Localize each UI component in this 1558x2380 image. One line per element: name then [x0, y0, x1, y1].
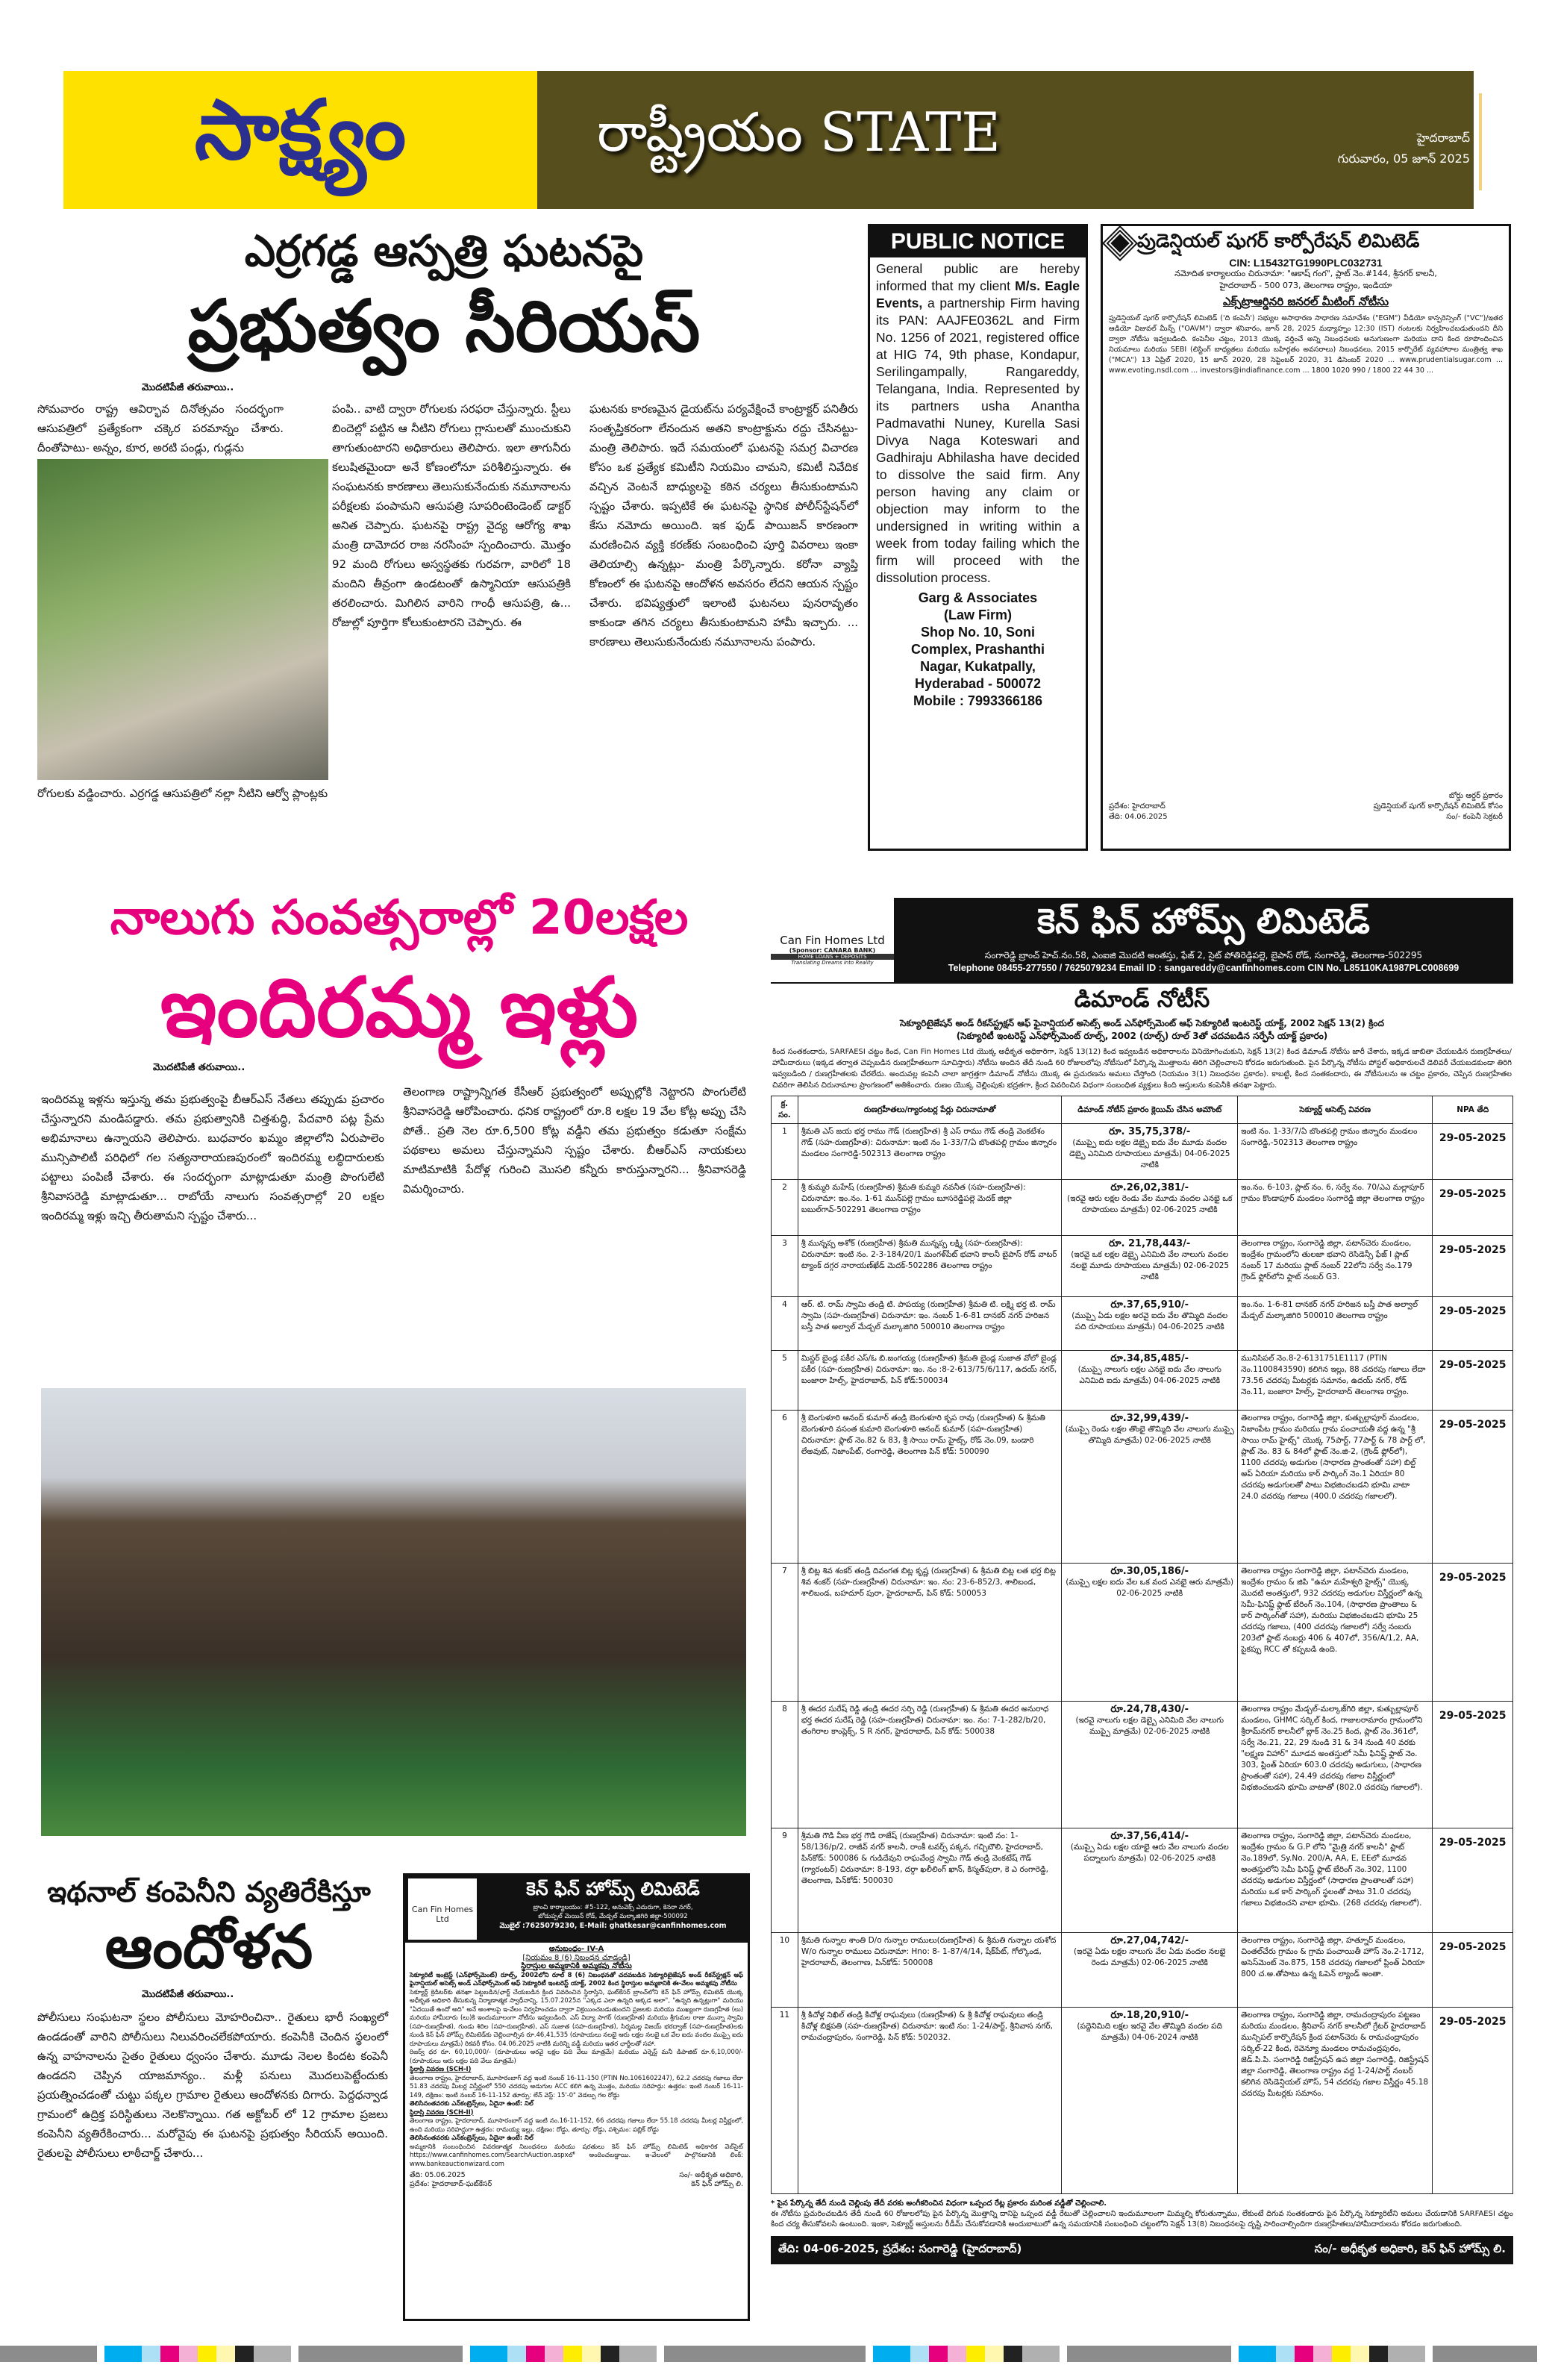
table-row — [772, 1828, 1513, 1933]
subtitle: సెక్యూరిటైజేషన్ అండ్ రీకన్‌స్ట్రక్షన్ ఆఫ్ ఫైనాన్షియల్ అసెట్స్ అండ్ ఎన్‌ఫోర్స్‌మెంట్ ఆఫ్ సెక్యూరిటీ ఇంటరెస్ట్ యాక్ట్, 2002 సెక్షన్ 13(2) క్రింద — [900, 1018, 1384, 1028]
page-number: 3 — [1496, 76, 1558, 202]
serial-no: 6 — [772, 1411, 798, 1564]
sponsor: (Sponsor: CANARA BANK) — [789, 947, 876, 954]
serial-no: 11 — [772, 2008, 798, 2194]
amount-words: (పద్దెనిమిది లక్షల ఇరవై వేల తొమ్మిది వందల పది మాత్రమే) 04-06-2024 నాటికి — [1077, 2022, 1223, 2042]
claim-amount — [1062, 1351, 1238, 1411]
amount: రూ.27,04,742/- — [1110, 1935, 1189, 1946]
sale-notice-title: స్థిరాస్తుల అమ్మకానికి అమ్మకపు నోటీసు — [521, 1962, 632, 1970]
npa-date: 29-05-2025 — [1433, 1180, 1513, 1236]
amount: రూ.30,05,186/- — [1110, 1566, 1189, 1577]
article1-continuation: మొదటిపేజీ తరువాయి.. — [142, 382, 234, 393]
egm-title: ఎక్స్‌ట్రాఆర్డినరి జనరల్ మీటింగ్ నోటీసు — [1222, 295, 1389, 308]
npa-date: 29-05-2025 — [1433, 1933, 1513, 2008]
address: బ్రాంచి కార్యాలయం: #5-122, అనువెక్స్ ఎదురుగా, కెనరా నగర్, — [533, 1904, 693, 1911]
npa-date: 29-05-2025 — [1433, 1702, 1513, 1828]
amount: రూ.34,85,485/- — [1110, 1353, 1189, 1364]
color-swatch — [948, 2346, 966, 2362]
color-swatch — [1433, 2346, 1537, 2362]
demand-notice-ad — [771, 898, 1513, 2323]
logo-text: Can Fin Homes Ltd — [780, 934, 885, 947]
col-header: సెక్యూర్డ్ ఆసెట్స్ వివరణ — [1238, 1096, 1433, 1124]
serial-no: 4 — [772, 1297, 798, 1351]
col-header: క్ర. సం. — [772, 1096, 798, 1124]
color-swatch — [1004, 2346, 1022, 2362]
schedule-text: తెలంగాణ రాష్ట్రం, హైదరాబాద్, మూసారంబాగ్ వద్ద ఇంటి నం.16-11-152, 66 చదరపు గజాలు లేదా 55.18 చదరపు మీటర్ల విస్తీర్ణంలో, ఉంది మరియు సరిహద్దుగా ఉత్తరం: రామయ్య ఇల్లు, దక్షిణం: రోడ్డు, తూర్పు: రోడ్డు, పశ్చిమం: పబ్లిక్ రోడ్డు — [410, 2117, 743, 2133]
amount: రూ.26,02,381/- — [1110, 1182, 1189, 1193]
annex-title: అనుబంధం- IV-A — [548, 1945, 604, 1953]
sign-line: Nagar, Kukatpally, — [920, 659, 1036, 674]
sign-line: Hyderabad - 500072 — [914, 676, 1042, 691]
color-swatch — [601, 2346, 619, 2362]
secured-asset: ఇం.నం. 6-103, ప్లాట్ నం. 6, సర్వే నం. 70/ఎఎ మల్లాపూర్ గ్రామం కొండాపూర్ మండలం సంగారెడ్డి జిల్లా తెలంగాణ రాష్ట్రం — [1238, 1180, 1433, 1236]
color-swatch — [198, 2346, 216, 2362]
article2-col1: ఇందిరమ్మ ఇళ్లను ఇస్తున్న తమ ప్రభుత్వంపై బీఆర్‌ఎస్ నేతలు తప్పుడు ప్రచారం చేస్తున్నారని మండిపడ్డారు. తమ ప్రభుత్వానికి చిత్తశుద్ధి, పేదవారి పట్ల ప్రేమ అభిమానాలు ఉన్నాయని తెలిపారు. బుధవారం ఖమ్మం జిల్లాలోని ఏరుపాలెం మున్సిపాలిటీ పరిధిలో గల సత్యనారాయణపురంలో ఇందిరమ్మ లబ్ధిదారులకు పట్టాలు పంపిణీ చేశారు. ఈ సందర్భంగా మాట్లాడుతూ మంత్రి పొంగులేటి శ్రీనివాసరెడ్డి మాట్లాడుతూ... రాబోయే నాలుగు సంవత్సరాల్లో 20 లక్షల ఇందిరమ్మ ఇళ్లు ఇచ్చి తీరుతామని స్పష్టం చేశారు... — [41, 1093, 384, 1222]
city: హైదరాబాద్ — [1416, 131, 1470, 145]
article3-continuation: మొదటిపేజీ తరువాయి.. — [142, 1989, 234, 2000]
schedule-title: స్థిరాస్తి వివరణ (SCH-I) — [410, 2065, 472, 2073]
color-swatch — [985, 2346, 1004, 2362]
amount-words: (ముప్పై ఏడు లక్షల అరవై ఐదు వేల తొమ్మిది వందల పది రూపాయలు మాత్రమే) 04-06-2025 నాటికి — [1071, 1311, 1228, 1331]
encumbrance: తెలిసినంతవరకు ఎన్‌కంబ్రెన్స్‌లు, ఏదైనా ఉంటే: నిల్ — [410, 2099, 534, 2107]
company-logo-icon — [1104, 228, 1136, 259]
signature: సం/- అధీకృత అధికారి, — [679, 2171, 743, 2179]
amount-words: (ముప్పై నాలుగు లక్షల ఎనభై ఐదు వేల నాలుగు ఎనిమిది ఐదు మాత్రమే) 04-06-2025 నాటికి — [1077, 1365, 1221, 1385]
demand-table — [771, 1096, 1513, 2194]
reserve-price: రిజర్వ్ ధర రూ. 60,10,000/- (రూపాయలు అరవై లక్షల పది వేలు మాత్రమే) మరియు ఎర్నెస్ట్ మనీ డిపాజిట్ రూ.6,10,000/- (రూపాయలు ఆరు లక్షల పది వేలు మాత్రమే) — [410, 2048, 743, 2064]
serial-no: 5 — [772, 1351, 798, 1411]
color-swatch — [1067, 2346, 1231, 2362]
borrower-names: శ్రీ కుమ్మరి మహేష్ (రుణగ్రహీత) శ్రీమతి కుమ్మరి నవనీత (సహ-రుణగ్రహీత): చిరునామా: ఇం.నం. 1-61 మున్‌పల్లె గ్రామం బూసరెడ్డిపల్లె మెదక్ జిల్లా బబుల్‌గావ్-502291 తెలంగాణ రాష్ట్రం — [798, 1180, 1062, 1236]
schedule-title: స్థిరాస్తి వివరణ (SCH-II) — [410, 2108, 474, 2116]
body: సెక్యూర్డ్ క్రెడిటర్‌కు తనఖా పెట్టబడిన/ఛార్జ్ చేయబడిన క్రింద వివరించిన స్థిరాస్తిని, ఘట్‌కేసర్ బ్రాంచ్‌లోని కెన్ ఫిన్ హోమ్స్ లిమిటెడ్ యొక్క అధీకృత అధికారి తీసుకున్న నిర్మాణాత్మక స్వాధీనాన్ని, 15.07.2025న "ఎక్కడ ఎలా ఉన్నది అక్కడ అలా", "ఉన్నది ఉన్నట్లుగా" మరియు "ఏదయితే ఉందో అది" అనే అంశాలపై ఇ-వేలం నిర్వహించడం ద్వారా విక్రయించబడుతుందని ప్రజలకు మరియు ముఖ్యంగా రుణగ్రహీత (లు) మరియు హామీదారు (లు)కి ఇందుమూలంగా నోటీసు ఇవ్వబడింది. ఎస్ విద్యా సాగర్ (రుణగ్రహీత) మరియు శ్రీగుమల రాజు మున్నా స్వామి (సహ-రుణగ్రహీత), గుండు శిరిల (సహ-రుణగ్రహీత), ఎస్ సుజాత (సహ-రుణగ్రహీత), సిర్శమల్ల విజయ్ భరద్వాజ్ (సహ-రుణగ్రహీత)లకు నుండి కెన్ ఫిన్ హోమ్స్ లిమిటెడ్‌కు చెల్లించాల్సిన రూ.46,41,535 (రూపాయలు నలభై ఆరు లక్షల నలభై ఒక వేల ఐదు వందల ముప్పై ఐదు రూపాయలు మాత్రమే) రికవరీ కోసం. 04.06.2025 నాటికి మరిన్ని వడ్డీ మరియు ఇతర ఛార్జీలతో సహా. — [410, 1987, 743, 2047]
signature: సం/- అధీకృత అధికారి, కెన్ ఫిన్ హోమ్స్ లి. — [1314, 2242, 1506, 2255]
npa-date: 29-05-2025 — [1433, 2008, 1513, 2194]
borrower-names: శ్రీమతి గున్నాల శాంతి D/o గున్నాల రాములు(రుణగ్రహీత) & శ్రీమతి గున్నాల యశోద W/o గున్నాల రాములు చిరునామా: Hno: 8- 1-87/4/14, షేక్‌పేట్, గోల్కొండ, హైదరాబాద్, తెలంగాణ, పిన్‌కోడ్: 500008 — [798, 1933, 1062, 2008]
egm-body: ప్రుడెన్షియల్ షుగర్ కార్పొరేషన్ లిమిటెడ్ ('ది కంపెనీ') సభ్యుల అసాధారణ సాధారణ సమావేశం ("EGM") వీడియో కాన్ఫరెన్సింగ్ ("VC")/ఇతర ఆడియో విజువల్ మీన్స్ ("OAVM") ద్వారా శనివారం, జూన్ 28, 2025 మధ్యాహ్నం 12:30 (IST) గంటలకు నిర్వహించబడుతుందని దీని ద్వారా నోటీసు ఇవ్వబడింది. కంపెనీల చట్టం, 2013 యొక్క వర్తించే అన్ని నిబంధనలకు అనుగుణంగా మరియు దాని కింద రూపొందించిన నియమాలు మరియు SEBI (లిస్టింగ్ బాధ్యతలు మరియు బహిర్గతం అవసరాలు) నిబంధనలు, 2015 కార్పొరేట్ వ్యవహారాల మంత్రిత్వ శాఖ ("MCA") 13 ఏప్రిల్ 2020, 15 జూన్ 2020, 28 సెప్టెంబర్ 2020, 31 డిసెంబర్ 2020 ... www.prudentialsugar.com ... www.evoting.nsdl.com ... investors@indiafinance.com ... 1800 1020 990 / 1800 22 44 30 ... — [1109, 314, 1503, 375]
borrower-names: ఆర్. టి. రామ్ స్వామి తండ్రి టి. పాపయ్య (రుణగ్రహీత) శ్రీమతి టి. లక్ష్మి భర్త టి. రామ్ స్వామి (సహ-రుణగ్రహీత) చిరునామా: ఇం. నంబర్ 1-6-81 దానకర్ నగర్ హరిజన బస్తీ పాత అల్వాల్ మేడ్చల్ మల్కాజిగిరి 500010 తెలంగాణ రాష్ట్రం — [798, 1297, 1062, 1351]
serial-no: 8 — [772, 1702, 798, 1828]
color-swatch — [910, 2346, 929, 2362]
place: ప్రదేశం: హైదరాబాద్-ఘట్‌కేసర్ — [410, 2179, 492, 2188]
address: హైదరాబాద్ - 500 073, తెలంగాణ రాష్ట్రం, ఇండియా — [1219, 281, 1392, 290]
table-row — [772, 1702, 1513, 1828]
color-swatch — [97, 2346, 104, 2362]
sign-line: Complex, Prashanthi — [910, 642, 1045, 657]
claim-amount — [1062, 1297, 1238, 1351]
color-swatch — [0, 2346, 97, 2362]
amount: రూ.32,99,439/- — [1110, 1413, 1189, 1424]
npa-date: 29-05-2025 — [1433, 1351, 1513, 1411]
color-swatch — [254, 2346, 291, 2362]
tagline: Translating Dreams into Reality — [791, 960, 874, 966]
color-swatch — [1351, 2346, 1369, 2362]
color-swatch — [664, 2346, 769, 2362]
divider — [1479, 93, 1482, 190]
serial-no: 3 — [772, 1236, 798, 1297]
dateline: గురువారం, 05 జూన్ 2025 — [1337, 152, 1470, 166]
secured-asset: తెలంగాణ రాష్ట్రం, సంగారెడ్డి జిల్లా, పటాన్‌చెరు మండలం, ఇంద్రేశం గ్రామంలోని తులజా భవాని రెసిడెన్సీ ఫేజ్ I ప్లాట్ నంబర్ 17 మరియు ప్లాట్ నంబర్ 22లోని సర్వే నం.179 గ్రౌండ్ ఫ్లోర్‌లోని ఫ్లాట్ నంబర్ G3. — [1238, 1236, 1433, 1297]
tagline: HOME LOANS + DEPOSITS — [771, 954, 894, 960]
color-swatch — [1239, 2346, 1276, 2362]
date: తేది: 04.06.2025 — [1109, 813, 1168, 821]
color-swatch — [104, 2346, 142, 2362]
article2-kicker: నాలుగు సంవత్సరాల్లో 20లక్షల — [110, 890, 689, 946]
article1-headline: ప్రభుత్వం సీరియస్ — [187, 284, 701, 368]
amount-words: (ముప్పై లక్షల ఐదు వేల ఒక వంద ఎనభై ఆరు మాత్రమే) 02-06-2025 నాటికి — [1066, 1578, 1234, 1598]
notice-text: General public are hereby informed that my client — [876, 261, 1080, 293]
claim-amount — [1062, 1180, 1238, 1236]
place: ప్రదేశం: హైదరాబాద్ — [1109, 802, 1166, 810]
color-swatch — [582, 2346, 601, 2362]
company-name: ప్రుడెన్షియల్ షుగర్ కార్పోరేషన్ లిమిటెడ్ — [1137, 230, 1420, 252]
sign-line: Mobile : 7993366186 — [913, 693, 1043, 708]
color-swatch — [545, 2346, 563, 2362]
color-swatch — [1388, 2346, 1425, 2362]
section-title: రాష్ట్రీయం STATE — [597, 101, 1001, 163]
color-swatch — [563, 2346, 582, 2362]
secured-asset: తెలంగాణ రాష్ట్రం, సంగారెడ్డి జిల్లా, హత్నూర్ మండలం, చింతల్‌చేరు గ్రామం & గ్రామ పంచాయితీ హౌస్ నెం.2-1712, అసెస్‌మెంట్ నెం.875, 158 చదరపు గజాలలో ప్లింత్ ఏరియా 800 చ.అ.తోపాటు ఉన్న ఓపెన్ ల్యాండ్ అంతా. — [1238, 1933, 1433, 2008]
claim-amount — [1062, 1411, 1238, 1564]
schedule-text: తెలంగాణ రాష్ట్రం, హైదరాబాద్, మూసారంబాగ్ వద్ద ఇంటి నంబర్ 16-11-150 (PTIN No.1061602247), 62.2 చదరపు గజాలు లేదా 51.83 చదరపు మీటర్ల విస్తీర్ణంలో 550 చదరపు అడుగుల ACC కలిగి ఉన్న మొత్తం, మరియు సరిహద్దు: ఉత్తరం: ఇంటి నంబర్ 16-11-149, దక్షిణం: ఇంటి నంబర్ 16-11-152 తూర్పు: లేన్ వెస్ట్: 15'-0" వెడల్పు గల రోడ్డు — [410, 2073, 743, 2099]
color-swatch — [929, 2346, 948, 2362]
article1-kicker: ఎర్రగడ్డ ఆస్పత్రి ఘటనపై — [244, 225, 644, 276]
footnote: ఈ నోటీసు ప్రచురించబడిన తేదీ నుండి 60 రోజులలోపు పైన పేర్కొన్న మొత్తాన్ని దానిపై ఒప్పంద వడ్డీ రేటుతో చెల్లించాలని ఇందుమూలంగా మిమ్మల్ని కోరుతున్నాము, లేకుంటే దిగువ సంతకందారు పైన పేర్కొన్న సెక్యూరిటీని అమలు చేయడానికి SARFAESI చట్టం కింద చర్య తీసుకోవలసి ఉంటుంది. ఇంకా, సెక్యూర్డ్ అస్తులను రీడీమ్ చేసుకోవడానికి అందుబాటులో ఉన్న సమయానికి సంబంధించి చట్టంలోని సెక్షన్ 13(8) నిబంధనలపై దృష్టి సారించాల్సిందిగా రుణగ్రహీతలు/హామీదారులను కోరడం జరుగుతుంది. — [771, 2210, 1513, 2228]
table-row — [772, 1124, 1513, 1180]
article2-col2: తెలంగాణ రాష్ట్రాన్నిగత కేసీఆర్ ప్రభుత్వంలో అప్పుల్లోకి నెట్టారని పొంగులేటి శ్రీనివాసరెడ్డి ఆరోపించారు. ధనిక రాష్ట్రంలో రూ.8 లక్షల 19 వేల కోట్ల అప్పు చేసి పోతే.. ప్రతి నెల రూ.6,500 కోట్ల వడ్డీని తమ ప్రభుత్వం కడుతూ సంక్షేమ పథకాలు అమలు చేస్తున్నామని స్పష్టం చేశారు. బీఆర్‌ఎస్ నాయకులు మాటిమాటికి పేదోళ్ల గురించి మొసలి కన్నీరు కారుస్తున్నారని... శ్రీనివాసరెడ్డి విమర్శించారు. — [403, 1085, 746, 1196]
color-swatch — [291, 2346, 298, 2362]
color-swatch — [619, 2346, 657, 2362]
amount: రూ.37,65,910/- — [1110, 1299, 1189, 1311]
claim-amount — [1062, 1933, 1238, 2008]
article3-headline: ఆందోళన — [104, 1912, 313, 1981]
serial-no: 9 — [772, 1828, 798, 1933]
color-swatch — [1369, 2346, 1388, 2362]
article3-kicker: ఇథనాల్ కంపెనీని వ్యతిరేకిస్తూ — [47, 1875, 371, 1908]
canfin-logo — [771, 898, 894, 982]
sign-line: Garg & Associates — [918, 590, 1038, 605]
amount-words: (ఇరవై ఆరు లక్షల రెండు వేల మూడు వందల ఎనభై ఒక రూపాయలు మాత్రమే) 02-06-2025 నాటికి — [1067, 1194, 1233, 1214]
claim-amount — [1062, 2008, 1238, 2194]
color-swatch — [179, 2346, 198, 2362]
color-swatch — [657, 2346, 664, 2362]
table-row — [772, 1351, 1513, 1411]
date: తేది: 05.06.2025 — [410, 2171, 466, 2179]
col-header: డిమాండ్ నోటీస్ ప్రకారం క్లెయిమ్ చేసిన అమౌంట్ — [1062, 1096, 1238, 1124]
serial-no: 10 — [772, 1933, 798, 2008]
article3-body: పోలీసులు సంఘటనా స్థలం పోలీసులు మోహరించినా.. రైతులు భారీ సంఖ్యలో ఉండడంతో వారిని పోలీసులు నిలువరించలేకపోయారు. కంపెనీకి చెందిన స్థలంలో ఉన్న వాహనాలను సైతం రైతులు ధ్వంసం చేశారు. మూడు నెలల కిందట కంపెనీ ఉండదని చెప్పిన యాజమాన్యం.. మళ్లీ పనులు మొదలుపెట్టేందుకు ప్రయత్నించడంతో చుట్టు పక్కల గ్రామాల రైతులు ఆందోళనకు దిగారు. పెద్దధన్వాడ గ్రామంలో ఉద్రిక్త పరిస్థితులు నెలకొన్నాయి. గత అక్టోబర్ లో 12 గ్రామాల ప్రజలు కంపెనీని వ్యతిరేకించారు... మరోవైపు ఈ ఘటనపై ప్రభుత్వం సీరియస్ అయింది. రైతులపై పోలీసులు లాఠీచార్జ్ చేశారు... — [37, 2011, 388, 2160]
article2-continuation: మొదటిపేజీ తరువాయి.. — [153, 1062, 245, 1073]
secured-asset: మునిసిపల్ నెం.8-2-6131751E1117 (PTIN నెం.1100843590) కలిగిన ఇల్లు, 88 చదరపు గజాలు లేదా 73.56 చదరపు మీటర్లకు సమానం, ఉదయ్ నగర్, రోడ్ నెం.11, బంజారా హిల్స్, హైదరాబాద్ తెలంగాణ రాష్ట్రం. — [1238, 1351, 1433, 1411]
article2-headline: ఇందిరమ్మ ఇళ్లు — [160, 960, 639, 1055]
amount: రూ. 35,75,378/- — [1109, 1126, 1191, 1137]
borrower-names: మిస్టర్ బైండ్ల పకీర ఎస్/ఓ బి.జంగయ్య (రుణగ్రహీత) శ్రీమతి బైండ్ల సుజాత వోలో బైండ్ల పకీర (సహ-రుణగ్రహీత) చిరునామా: ఇం. నం :8-2-613/75/6/117, ఉదయ్ నగర్, బంజారా హిల్స్, హైదరాబాద్, పిన్ కోడ్:500034 — [798, 1351, 1062, 1411]
logo-text: సాక్ష్యం — [194, 81, 407, 178]
table-row — [772, 1933, 1513, 2008]
color-swatch — [235, 2346, 254, 2362]
intro: సెక్యూరిటీ ఇంట్రెస్ట్ (ఎన్‌ఫోర్స్‌మెంట్) రూల్స్, 2002లోని రూల్ 8 (6) నిబంధనతో చదవబడిన సెక్యూరిటైజేషన్ అండ్ రీకన్‌స్ట్రక్షన్ ఆఫ్ ఫైనాన్షియల్ అసెట్స్ అండ్ ఎన్‌ఫోర్స్‌మెంట్ ఆఫ్ సెక్యూరిటీ ఇంటరెస్ట్ యాక్ట్, 2002 కింద స్థిరాస్తుల అమ్మకానికి ఈ-వేలం అమ్మకపు నోటీసు — [410, 1970, 743, 1987]
newspaper-logo — [63, 71, 537, 209]
claim-amount — [1062, 1702, 1238, 1828]
footnote: * పైన పేర్కొన్న తేదీ నుండి చెల్లింపు తేదీ వరకు అంగీకరించిన విధంగా ఒప్పంద రేట్ల ప్రకారం మరింత వడ్డీతో చెల్లించాలి. — [771, 2199, 1107, 2208]
intro: కింద సంతకందారు, SARFAESI చట్టం కింద, Can Fin Homes Ltd యొక్క అధీకృత అధికారిగా, సెక్షన్ 13(12) కింద ఇవ్వబడిన అధికారాలను వినియోగించుకుని, సెక్షన్ 13(2) కింద డిమాండ్ నోటీసు జారీ చేశారు, ఇక్కడ జాబితా చేయబడిన రుణగ్రహీతలు/హామీదారులు (ఇక్కడ తర్వాత చెప్పబడిన రుణగ్రహీతలుగా సూచిస్తారు) నోటీసు అందిన తేదీ నుండి 60 రోజులలోపు నోటీసులో పేర్కొన్న మొత్తాలను తిరిగి చెల్లించాలని కోరడం జరుగుతుంది. పైన పేర్కొన్న నోటీసు పోస్టల్ అధికారులచే డెలివరీ చేయబడకుండా తిరిగి ఇవ్వబడింది / రుణగ్రహీతలకు చేరలేదు. అందువల్ల కంపెనీ చాలా జాగ్రత్తగా డిమాండ్ నోటీసు యొక్క ఈ ప్రచురణను అమలు చేస్తోంది (నియమం 3(1) నిబంధనల ప్రకారం). కాబట్టి, కింద సంతకందారు, ఈ నోటీసులను ఆ చట్టం ప్రకారం, చెప్పిన రుణగ్రహీతల చివరిగా తెలిసిన చిరునామాల ప్రాంగణంలో అతికించారు. రుణం యొక్క చెల్లింపుకు భద్రతగా, క్రింద వివరించిన విధంగా సంబంధిత వ్యక్తులు కింది ఆస్తులను కంపెనీకి తనఖా పెట్టారు. — [772, 1048, 1512, 1090]
subtitle: (సెక్యూరిటీ ఇంటరెస్ట్ ఎన్‌ఫోర్స్‌మెంట్ రూల్స్, 2002 (రూల్స్) రూల్ 3తో చదవబడిన సర్ఫేసీ యాక్ట్ ప్రకారం) — [956, 1031, 1328, 1041]
address: బోడుప్పల్ మెయిన్ రోడ్, మేడ్చల్ మల్కాజిగిరి జిల్లా-500092 — [538, 1913, 688, 1920]
color-swatch — [298, 2346, 463, 2362]
color-swatch — [866, 2346, 873, 2362]
npa-date: 29-05-2025 — [1433, 1297, 1513, 1351]
color-swatch — [142, 2346, 160, 2362]
company-name: కెన్ ఫిన్ హోమ్స్ లిమిటెడ్ — [1037, 901, 1370, 941]
serial-no: 2 — [772, 1180, 798, 1236]
color-swatch — [160, 2346, 179, 2362]
amount: రూ.37,56,414/- — [1110, 1831, 1189, 1842]
amount-words: (ఇరవై ఒక లక్షల డెబ్బై ఎనిమిది వేల నాలుగు వందల నలభై మూడు రూపాయలు మాత్రమే) 02-06-2025 నాటికి — [1070, 1250, 1230, 1281]
color-swatch — [216, 2346, 235, 2362]
public-notice-body — [870, 257, 1086, 590]
color-swatch — [1060, 2346, 1067, 2362]
npa-date: 29-05-2025 — [1433, 1236, 1513, 1297]
npa-date: 29-05-2025 — [1433, 1828, 1513, 1933]
housing-event-photo — [41, 1388, 746, 1836]
claim-amount — [1062, 1236, 1238, 1297]
color-swatch — [1332, 2346, 1351, 2362]
article1-col2: పంపి.. వాటి ద్వారా రోగులకు సరఫరా చేస్తున్నారు. స్టీలు బిందెల్లో పట్టిన ఆ నీటిని రోగులు గ్లాసులతో ముంచుకుని తాగుతుంటారని అధికారులు తెలిపారు. ఇలా తాగునీరు కలుషితమైందా అనే కోణంలోనూ పరిశీలిస్తున్నారు. ఈ సంఘటనకు కారణాలు తెలుసుకునేందుకు నమూనాలను పరీక్షలకు పంపామని ఆసుపత్రి సూపరింటెండెంట్ డాక్టర్ అనిత చెప్పారు. ఘటనపై రాష్ట్ర వైద్య ఆరోగ్య శాఖ మంత్రి దామోదర రాజ నరసింహ స్పందించారు. మొత్తం 92 మంది రోగులు అస్వస్థతకు గురవగా, వారిలో 18 మందిని తీవ్రంగా ఉండటంతో ఉస్మానియా ఆసుపత్రికి తరలించారు. మిగిలిన వారిని గాంధీ ఆసుపత్రి, ఉ... రోజుల్లో పూర్తిగా కోలుకుంటారని చెప్పారు. ఈ — [332, 402, 571, 629]
table-row — [772, 1564, 1513, 1702]
color-swatch — [1231, 2346, 1239, 2362]
color-swatch — [1276, 2346, 1295, 2362]
date-place: తేది: 04-06-2025, ప్రదేశం: సంగారెడ్డి (హైదరాబాద్) — [778, 2242, 1022, 2255]
npa-date: 29-05-2025 — [1433, 1411, 1513, 1564]
contact: మొబైల్ :7625079230, E-Mail: ghatkesar@canfinhomes.com — [499, 1922, 727, 1930]
table-row — [772, 1411, 1513, 1564]
color-swatch — [1313, 2346, 1332, 2362]
amount: రూ.18,20,910/- — [1110, 2010, 1189, 2021]
borrower-names: శ్రీమతి ఎస్ జయ భర్త రాము గౌడ్ (రుణగ్రహీత) శ్రీ ఎస్ రాము గౌడ్ తండ్రి వెంకటేశం గౌడ్ (సహ-రుణగ్రహీత): చిరునామా: ఇంటి నం 1-33/7/ఏ బొంతపల్లి గ్రామం జిన్నారం మండలం సంగారెడ్డి-502313 తెలంగాణ రాష్ట్రం — [798, 1124, 1062, 1180]
client-name: M/s. Eagle Events, — [876, 278, 1080, 310]
secured-asset: ఇంటి నం. 1-33/7/ఏ బొంతపల్లి గ్రామం జిన్నారం మండలం సంగారెడ్డి,-502313 తెలంగాణ రాష్ట్రం — [1238, 1124, 1433, 1180]
borrower-names: శ్రీమతి గౌడి వీణ భర్త గౌడి రాజేష్ (రుణగ్రహీత) చిరునామా: ఇంటి నం: 1-58/136/p/2, రాజీవ్ నగర్ కాలనీ, రాంకీ టవర్స్ పక్కన, గచ్చిబౌలి, హైదరాబాద్, పిన్‌కోడ్: 500086 & గుడిదేవుని రాఘవేంద్ర స్వామి గౌడ్ తండ్రి వెంకటేష్ గౌడ్ (గ్యారంటర్) చిరునామా: 8-193, దర్గా ఖలీలింగ్ ఖాన్, కిస్మత్‌పురా, కె ఎ రంగారెడ్డి, తెలంగాణ, పిన్‌కోడ్: 500030 — [798, 1828, 1062, 1933]
demand-notice-title: డిమాండ్ నోటీస్ — [1074, 987, 1210, 1013]
npa-date: 29-05-2025 — [1433, 1564, 1513, 1702]
terms: అమ్మకానికి సంబంధించిన వివరణాత్మక నిబంధనలు మరియు షరతులు కెన్ ఫిన్ హోమ్స్ లిమిటెడ్ అధికారిక వెబ్‌సైట్ https://www.canfinhomes.com/SearchAuction.aspxలో అందించబడ్డాయి. ఇ-వేలంలో పాల్గొనడానికి లింక్: www.bankeauctionwizard.com — [410, 2142, 743, 2167]
secured-asset: ఇం.నం. 1-6-81 దానకర్ నగర్ హరిజన బస్తీ పాత అల్వాల్ మేడ్చల్ మల్కాజిగిరి 500010 తెలంగాణ రాష్ట్రం — [1238, 1297, 1433, 1351]
color-swatch — [526, 2346, 545, 2362]
secured-asset: తెలంగాణ రాష్ట్రం మేడ్చల్-మల్కాజ్‌గిరి జిల్లా, కుత్బుల్లాపూర్ మండలం, GHMC సర్కిల్ కింద, గాజులరామారం గ్రామంలోని శ్రీరామ్‌నగర్ కాలనీలో బ్లాక్ నెం.25 కింద, ప్లాట్ నెం.361లో, సర్వే నెం.21, 22, 29 నుండి 31 & 34 నుండి 40 వరకు "లక్ష్మణ విహార్" మూడవ అంతస్తులో సెమీ ఫినిష్డ్ ఫ్లాట్ నెం. 303, ప్లింత్ ఏరియా 603.0 చదరపు అడుగులు, (సాధారణ ప్రాంతంతో సహా), 24.49 చదరపు గజాల విస్తీర్ణంలో విభజించబడని భూమి వాటాతో (802.0 చదరపు గజాలలో). — [1238, 1702, 1433, 1828]
auction-notice — [403, 1873, 750, 2321]
sign-line: Shop No. 10, Soni — [920, 625, 1035, 640]
sign-line: (Law Firm) — [943, 608, 1012, 622]
table-row — [772, 1297, 1513, 1351]
public-notice-title: PUBLIC NOTICE — [870, 226, 1086, 257]
address: సంగారెడ్డి బ్రాంచ్ హెచ్.నం.58, ఎంఐజి మొదటి అంతస్తు, ఫేజ్ 2, సైట్ పోతిరెడ్డిపల్లె, బైపాస్ రోడ్, సంగారెడ్డి, తెలంగాణ-502295 — [984, 950, 1423, 961]
company-name: కెన్ ఫిన్ హోమ్స్ లిమిటెడ్ — [526, 1878, 700, 1899]
amount-words: (ఇరవై ఏడు లక్షల నాలుగు వేల ఏడు వందల నలభై రెండు మాత్రమే) 02-06-2025 నాటికి — [1073, 1947, 1226, 1967]
color-swatch — [1295, 2346, 1313, 2362]
secured-asset: తెలంగాణ రాష్ట్రం సంగారెడ్డి జిల్లా, పటాన్‌చెరు మండలం, ఇంద్రేశం గ్రామం & జిపి "ఉమా మహేశ్వరి హైట్స్" యొక్క మొదటి అంతస్తులో, 932 చదరపు అడుగుల విస్తీర్ణంలో ఉన్న సెమీ-ఫినిష్డ్ ఫ్లాట్ బేరింగ్ నెం.104, (సాధారణ ప్రాంతాలు & కార్ పార్కింగ్‌తో సహా), మరియు విభజించబడని భూమి 25 చదరపు గజాలు, (400 చదరపు గజాలలో) సర్వే నంబరు 203లో ప్లాట్ నంబర్లు 406 & 407లో, 356/A/1,2, AA, పైకప్పు RCC తో కప్పబడి ఉంది. — [1238, 1564, 1433, 1702]
public-notice — [868, 224, 1088, 851]
secured-asset: తెలంగాణ రాష్ట్రం, సంగారెడ్డి జిల్లా, రామచంద్రాపురం పట్టణం మరియు మండలం, శ్రీనివాస్ నగర్ కాలనీలో గ్రేటర్ హైదరాబాద్ మున్సిపల్ కార్పొరేషన్ క్రింద పటాన్‌చెరు & రామచంద్రాపురం సర్కిల్-22 కింద, రెవెన్యూ మండలం రామచంద్రపురం, జెడ్.పి.పి. సంగారెడ్డి రిజిస్ట్రేషన్ ఉప జిల్లా సంగారెడ్డి, రిజిస్ట్రేషన్ జిల్లా సంగారెడ్డి, తెలంగాణ రాష్ట్రం వద్ద 1-24/పార్ట్ నంబర్ కలిగిన రెసిడెన్షియల్ హౌస్, 54 చదరపు గజాల విస్తీర్ణం 45.18 చదరపు మీటర్లకు సమానం. — [1238, 2008, 1433, 2194]
borrower-names: శ్రీ కిచోళ్ల నిఖిల్ తండ్రి కిచోళ్ల రాఘవులు (రుణగ్రహీత) & శ్రీ కిచోళ్ల రాఘవులు తండ్రి కిచోళ్ల బిక్షపతి (సహ-రుణగ్రహీత) చిరునామా: ఇంటి నం: 1-24/పార్ట్, శ్రీనివాస నగర్, రామచంద్రాపురం, సంగారెడ్డి, పిన్ కోడ్: 502032. — [798, 2008, 1062, 2194]
color-swatch — [507, 2346, 526, 2362]
cin: CIN: L15432TG1990PLC032731 — [1229, 257, 1383, 269]
article1-col3: ఘటనకు కారణమైన డైయట్‌ను పర్యవేక్షించే కాంట్రాక్టర్ పనితీరు సంతృప్తికరంగా లేనందున అతని కాంట్రాక్టును రద్దు చేసినట్టు- మంత్రి తెలిపారు. ఇదే సమయంలో ఘటనపై సమగ్ర విచారణ కోసం ఒక ప్రత్యేక కమిటీని నియమిం చామని, కమిటీ నివేదిక వచ్చిన వెంటనే బాధ్యులపై కఠిన చర్యలు తీసుకుంటామని స్పష్టం చేశారు. ఇప్పటికే ఈ ఘటనపై స్థానిక పోలీస్‌స్టేషన్‌లో కేసు నమోదు అయింది. ఇక ఫుడ్ పాయిజన్ కారణంగా మరణించిన వ్యక్తి కరణ్‌కు సంబంధించి పూర్తి వివరాలు ఇంకా తెలియాల్సి ఉన్నట్లు- మంత్రి పేర్కొన్నారు. కరోనా వ్యాప్తి కోణంలో ఈ ఘటనపై ఆందోళన అవసరం లేదని ఆయన స్పష్టం చేశారు. భవిష్యత్తులో ఇలాంటి ఘటనలు పునరావృతం కాకుండా తగిన చర్యలు తీసుకుంటామని హామీ ఇచ్చారు. ... కారణాలు తెలుసుకునేందుకు నమూనాలను పంపారు. — [589, 402, 858, 649]
claim-amount — [1062, 1124, 1238, 1180]
print-color-bar — [0, 2346, 1542, 2362]
serial-no: 7 — [772, 1564, 798, 1702]
color-swatch — [769, 2346, 866, 2362]
table-row — [772, 2008, 1513, 2194]
board-order: బోర్డు ఆర్డర్ ప్రకారం — [1448, 792, 1503, 800]
claim-amount — [1062, 1564, 1238, 1702]
canfin-logo: Can Fin Homes Ltd — [408, 1878, 477, 1940]
law-firm-signature — [870, 590, 1086, 710]
color-swatch — [470, 2346, 507, 2362]
table-row — [772, 1180, 1513, 1236]
borrower-names: శ్రీ మున్నప్ప అశోక్ (రుణగ్రహీత) శ్రీమతి మున్నప్ప లక్ష్మి (సహ-రుణగ్రహీత): చిరునామా: ఇంటి నం. 2-3-184/20/1 మంగళ్‌పేట్ భవాని కాలనీ బైపాస్ రోడ్ వాటర్ ట్యాంక్ దగ్గర నారాయణ్‌ఖేడ్ మెదక్-502286 తెలంగాణ రాష్ట్రం — [798, 1236, 1062, 1297]
borrower-names: శ్రీ ఈదర సురేష్ రెడ్డి తండ్రి ఈదర సర్పి రెడ్డి (రుణగ్రహీత) & శ్రీమతి ఈదర అనురాధ భర్త ఈదర సురేష్ రెడ్డి (సహ-రుణగ్రహీత) చిరునామా: ఇం. నం: 7-1-282/b/20, తంగిరాల కాంప్లెక్స్, S R నగర్, హైదరాబాద్, పిన్ కోడ్: 500038 — [798, 1702, 1062, 1828]
company-for: ప్రుడెన్షియల్ షుగర్ కార్పొరేషన్ లిమిటెడ్ కోసం — [1373, 802, 1503, 810]
signature: కెన్ ఫిన్ హోమ్స్ లి. — [691, 2179, 743, 2188]
color-swatch — [1022, 2346, 1060, 2362]
amount-words: (ముప్పై ఐదు లక్షల డెబ్బై ఐదు వేల మూడు వందల డెబ్బై ఎనిమిది రూపాయలు మాత్రమే) 04-06-2025 నాటికి — [1069, 1138, 1230, 1169]
amount-words: (ఇరవై నాలుగు లక్షల డెబ్బై ఎనిమిది వేల నాలుగు ముప్పై మాత్రమే) 02-06-2025 నాటికి — [1075, 1716, 1224, 1736]
col-header: NPA తేది — [1433, 1096, 1513, 1124]
borrower-names: శ్రీ బిట్ల శివ శంకర్ తండ్రి దివంగత బిట్ల కృష్ణ (రుణగ్రహీత) & శ్రీమతి బిట్ల లత భర్త బిట్ల శివ శంకర్ (సహ-రుణగ్రహీత) చిరునామా: ఇం. నం: 23-6-852/3, శాలిబండ, శాలిబండ, బహదూర్ పురా, హైదరాబాద్, పిన్ కోడ్: 500053 — [798, 1564, 1062, 1702]
notice-text: a partnership Firm having its PAN: AAJFE0362L and Firm No. 1256 of 2021, registered office at HIG 74, 9th phase, Kondapur, Serilingampally, Rangareddy, Telangana, India. Represented by its partners usha Anantha Padmavathi Nuney, Kurella Sasi Divya Naga Koteswari and Gadhiraju Abhilasha have decided to dissolve the said firm. Any person having any claim or objection may inform to the undersigned in writing within a week from today failing which the firm will proceed with the dissolution process. — [876, 296, 1080, 585]
hospital-gate-photo — [37, 459, 328, 780]
rule-ref: [నియమం 8 (6) నిబంధన చూడండి] — [522, 1953, 631, 1962]
serial-no: 1 — [772, 1124, 798, 1180]
amount: రూ.24,78,430/- — [1110, 1704, 1189, 1715]
masthead-band — [537, 71, 1558, 209]
egm-notice — [1101, 224, 1511, 851]
color-swatch — [1425, 2346, 1433, 2362]
article1-col1b: రోగులకు వడ్డించారు. ఎర్రగడ్డ ఆసుపత్రిలో నల్లా నీటిని ఆర్వో ప్లాంట్లకు — [37, 787, 328, 800]
signature: సం/- కంపెనీ సెక్రటరీ — [1446, 813, 1503, 821]
npa-date: 29-05-2025 — [1433, 1124, 1513, 1180]
article1-col1: సోమవారం రాష్ట్ర ఆవిర్భావ దినోత్సవం సందర్భంగా ఆసుపత్రిలో ప్రత్యేకంగా చక్కెర పరమాన్నం చేశారు. దీంతోపాటు- అన్నం, కూర, అరటి పండ్లు, గుడ్లను — [37, 402, 284, 455]
table-row — [772, 1236, 1513, 1297]
secured-asset: తెలంగాణ రాష్ట్రం, రంగారెడ్డి జిల్లా, కుత్బుల్లాపూర్ మండలం, నిజాంపేట గ్రామం మరియు గ్రామ పంచాయతీ వద్ద ఉన్న "శ్రీ సాయి రామ్ హైట్స్" యొక్క 75పార్ట్, 77పార్ట్ & 78 పార్ట్ లో, ప్లాట్ నెం. 83 & 84లో ఫ్లాట్ నెం.జి-2, (గ్రౌండ్ ఫ్లోర్‌లో), 1100 చదరపు అడుగుల (సాధారణ ప్రాంతంతో సహా) బిల్ట్ అప్ ఏరియా మరియు కార్ పార్కింగ్ నెం.1 ఏరియా 80 చదరపు అడుగులతో పాటు విభజించబడని భూమి వాటా 24.0 చదరపు గజాలు (400.0 చదరపు గజాలలో). — [1238, 1411, 1433, 1564]
encumbrance: తెలిసినంతవరకు ఎన్‌కంబ్రెన్స్‌లు, ఏదైనా ఉంటే: నిల్ — [410, 2134, 534, 2141]
amount-words: (ముప్పై ఏడు లక్షల యాభై ఆరు వేల నాలుగు వందల పద్నాలుగు మాత్రమే) 02-06-2025 నాటికి — [1070, 1843, 1229, 1863]
amount: రూ. 21,78,443/- — [1109, 1238, 1191, 1249]
claim-amount — [1062, 1828, 1238, 1933]
amount-words: (ముప్పై రెండు లక్షల తొంభై తొమ్మిది వేల నాలుగు ముప్పై తొమ్మిది మాత్రమే) 02-06-2025 నాటికి — [1065, 1425, 1234, 1445]
address: నమోదిత కార్యాలయం చిరునామా: "ఆకాష్ గంగ", ప్లాట్ నెం.#144, శ్రీనగర్ కాలనీ, — [1174, 269, 1437, 278]
color-swatch — [966, 2346, 985, 2362]
secured-asset: తెలంగాణ రాష్ట్రం, సంగారెడ్డి జిల్లా, పటాన్‌చెరు మండలం, ఇంద్రేశం గ్రామం & G.P లోని "మైత్రి నగర్ కాలనీ" ప్లాట్ నెం.189లో, Sy.No. 200/A, AA, E, EEలో మూడవ అంతస్తులోని సెమీ ఫినిష్డ్ ఫ్లాట్ బేరింగ్ నెం.302, 1100 చదరపు అడుగుల విస్తీర్ణంలో (సాధారణ ప్రాంతాలతో సహా) మరియు ఒక కార్ పార్కింగ్ స్థలంతో పాటు 31.0 చదరపు గజాలు విభజించని వాటా భూమి. (268 చదరపు గజాలలో). — [1238, 1828, 1433, 1933]
color-swatch — [873, 2346, 910, 2362]
color-swatch — [463, 2346, 470, 2362]
borrower-names: శ్రీ బెంగుళూరి ఆనంద్ కుమార్ తండ్రి బెంగుళూరి కృప రావు (రుణగ్రహీత) & శ్రీమతి బెంగుళూరి వసంత కుమారి బెంగుళూరి ఆనంద్ కుమార్ (సహ-రుణగ్రహీత) చిరునామా: ఫ్లాట్ నెం.82 & 83, శ్రీ సాయి రామ్ హైట్స్, రోడ్ నెం.09, బండారి లేఅవుట్, నిజాంపేట్, రంగారెడ్డి, తెలంగాణ పిన్ కోడ్: 500090 — [798, 1411, 1062, 1564]
contact: Telephone 08455-277550 / 7625079234 Email ID : sangareddy@canfinhomes.com CIN No. L85110KA1987PLC008699 — [948, 963, 1460, 973]
col-header: రుణగ్రహీతలు/గ్యారంటర్ల పేర్లు చిరునామాతో — [798, 1096, 1062, 1124]
